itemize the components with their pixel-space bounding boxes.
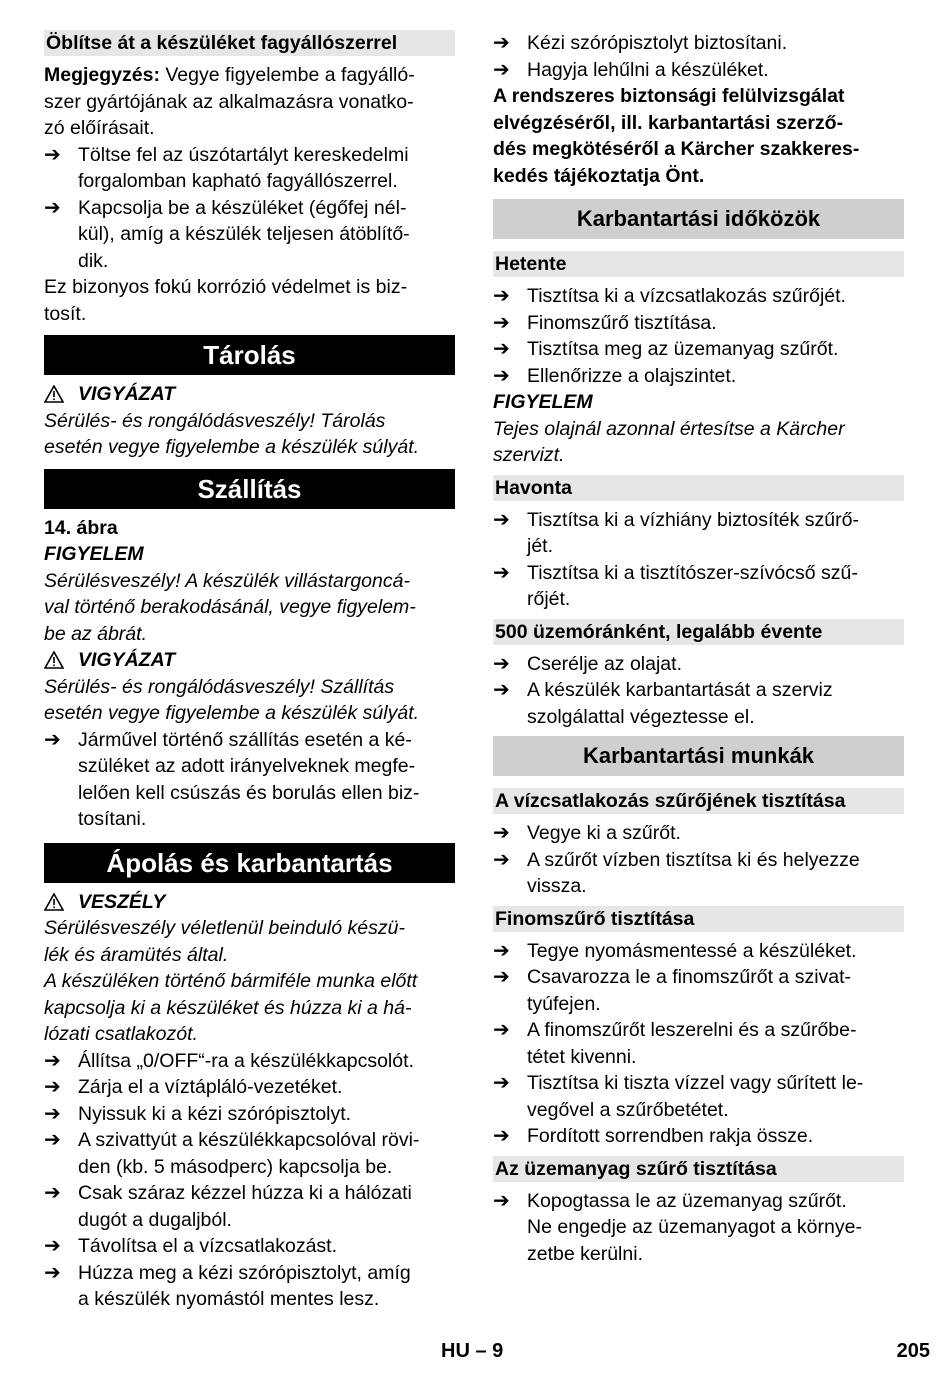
- rinse-bullet-list: [44, 142, 455, 275]
- arrow-right-icon: ➔: [44, 1182, 61, 1204]
- text-line: kapcsolja ki a készüléket és húzza ki a há-: [44, 996, 412, 1019]
- bullet-text: [78, 142, 455, 195]
- text-line: elvégzéséről, ill. karbantartási szerző-: [493, 111, 844, 134]
- fuel-filter-bullet-list: [493, 1188, 904, 1268]
- note-line: Vegye figyelembe a fagyálló-: [159, 64, 415, 86]
- text-line: tosít.: [44, 302, 87, 325]
- bullet-text: [527, 1188, 904, 1268]
- bullet-item: [493, 820, 904, 847]
- text-line: Zárja el a víztápláló-vezetéket.: [78, 1076, 343, 1098]
- weekly-notice-text: [493, 416, 904, 469]
- text-line: A rendszeres biztonsági felülvizsgálat: [493, 85, 845, 107]
- care-bullet-list: [44, 1048, 455, 1313]
- text-line: forgalomban kapható fagyállószerrel.: [78, 170, 398, 192]
- text-line: szüléket az adott irányelveknek megfe-: [78, 755, 416, 777]
- text-line: Tisztítsa ki a tisztítószer-szívócső szű-: [527, 561, 858, 584]
- text-line: Sérülés- és rongálódásveszély! Szállítás: [44, 675, 395, 698]
- bullet-item: [493, 336, 904, 363]
- arrow-right-icon: ➔: [493, 1019, 510, 1041]
- section-title-works: Karbantartási munkák: [493, 736, 904, 776]
- bullet-text: [78, 1260, 455, 1313]
- text-line: A szűrőt vízben tisztítsa ki és helyezze: [527, 848, 860, 871]
- bullet-text: [527, 938, 904, 965]
- bullet-item: [493, 1123, 904, 1150]
- text-line: Csavarozza le a finomszűrőt a szivat-: [527, 966, 852, 988]
- arrow-right-icon: ➔: [44, 1235, 61, 1257]
- text-line: Cserélje az olajat.: [527, 652, 682, 675]
- monthly-bullet-list: [493, 507, 904, 613]
- bullet-item: [493, 507, 904, 560]
- bullet-text: [78, 195, 455, 275]
- arrow-right-icon: ➔: [493, 966, 510, 988]
- bullet-item: [44, 1101, 455, 1128]
- text-line: Húzza meg a kézi szórópisztolyt, amíg: [78, 1261, 411, 1284]
- care-danger-text: [44, 915, 455, 1048]
- danger-label: VESZÉLY: [78, 890, 166, 913]
- text-line: Ez bizonyos fokú korrózió védelmet is biz-: [44, 276, 408, 298]
- note-paragraph: [44, 62, 455, 142]
- section-heading-rinse: Öblítse át a készüléket fagyállószerrel: [44, 30, 455, 56]
- transport-bullet-list: [44, 727, 455, 833]
- bullet-item: [44, 142, 455, 195]
- bullet-item: [493, 677, 904, 730]
- bullet-text: [78, 1074, 455, 1101]
- bullet-text: [78, 1127, 455, 1180]
- text-line: Sérülésveszély! A készülék villástargoncá-: [44, 569, 410, 592]
- warning-triangle-icon: [44, 893, 64, 911]
- top-bullet-list: [493, 30, 904, 83]
- bullet-item: [493, 57, 904, 84]
- bullet-text: [527, 1017, 904, 1070]
- text-line: den (kb. 5 másodperc) kapcsolja be.: [78, 1155, 393, 1178]
- text-line: Kézi szórópisztolyt biztosítani.: [527, 32, 788, 54]
- warning-danger: [44, 889, 455, 916]
- bullet-text: [527, 1123, 904, 1150]
- bullet-text: [527, 363, 904, 390]
- arrow-right-icon: ➔: [493, 338, 510, 360]
- text-line: val történő berakodásánál, vegye figyelem-: [44, 596, 416, 618]
- text-line: A szivattyút a készülékkapcsolóval rövi-: [78, 1129, 420, 1151]
- arrow-right-icon: ➔: [44, 1049, 61, 1072]
- arrow-right-icon: ➔: [44, 196, 61, 219]
- bullet-text: [527, 30, 904, 57]
- text-line: tosítani.: [78, 808, 147, 830]
- text-line: a készülék nyomástól mentes lesz.: [78, 1288, 380, 1310]
- bullet-item: [44, 195, 455, 275]
- text-line: lelően kell csúszás és borulás ellen biz-: [78, 781, 420, 804]
- text-line: Sérülés- és rongálódásveszély! Tárolás: [44, 409, 386, 432]
- text-line: dik.: [78, 249, 109, 272]
- bullet-item: [44, 1048, 455, 1075]
- text-line: Tisztítsa meg az üzemanyag szűrőt.: [527, 338, 839, 360]
- right-column: [493, 30, 904, 1267]
- arrow-right-icon: ➔: [493, 1072, 510, 1094]
- arrow-right-icon: ➔: [44, 728, 61, 751]
- text-line: dugót a dugaljból.: [78, 1208, 232, 1231]
- text-line: tétet kivenni.: [527, 1045, 637, 1068]
- text-line: Ellenőrizze a olajszintet.: [527, 364, 737, 387]
- bullet-item: [493, 651, 904, 678]
- bullet-text: [78, 1101, 455, 1128]
- text-line: Fordított sorrendben rakja össze.: [527, 1125, 814, 1147]
- text-line: esetén vegye figyelembe a készülék súlyát.: [44, 436, 420, 458]
- note-label: Megjegyzés:: [44, 64, 160, 86]
- text-line: Hagyja lehűlni a készüléket.: [527, 58, 769, 81]
- water-filter-bullet-list: [493, 820, 904, 900]
- section-title-care: Ápolás és karbantartás: [44, 843, 455, 883]
- text-line: A készülék karbantartását a szerviz: [527, 679, 833, 701]
- text-line: Sérülésveszély véletlenül beinduló készü-: [44, 917, 405, 939]
- text-line: szolgálattal végeztesse el.: [527, 705, 755, 728]
- bullet-item: [493, 1188, 904, 1268]
- text-line: Tisztítsa ki a vízhiány biztosíték szűrő-: [527, 508, 859, 531]
- text-line: Tisztítsa ki a vízcsatlakozás szűrőjét.: [527, 285, 846, 307]
- bullet-text: [78, 1048, 455, 1075]
- text-line: Járművel történő szállítás esetén a ké-: [78, 728, 412, 751]
- inspection-paragraph: [493, 83, 904, 189]
- bullet-item: [493, 283, 904, 310]
- text-line: tyúfejen.: [527, 992, 601, 1015]
- bullet-text: [527, 283, 904, 310]
- weekly-bullet-list: [493, 283, 904, 389]
- arrow-right-icon: ➔: [44, 1129, 61, 1151]
- warning-triangle-icon: [44, 385, 64, 403]
- bullet-text: [527, 507, 904, 560]
- text-line: A finomszűrőt leszerelni és a szűrőbe-: [527, 1019, 857, 1041]
- text-line: kül), amíg a készülék teljesen átöblítő-: [78, 223, 410, 245]
- bullet-item: [44, 1127, 455, 1180]
- note-line: zó előírásait.: [44, 117, 155, 139]
- warning-triangle-icon: [44, 651, 64, 669]
- transport-warning-text: [44, 674, 455, 727]
- text-line: Vegye ki a szűrőt.: [527, 822, 681, 844]
- text-line: Finomszűrő tisztítása.: [527, 311, 717, 334]
- section-title-storage: Tárolás: [44, 335, 455, 375]
- bullet-item: [493, 938, 904, 965]
- text-line: dés megkötéséről a Kärcher szakkeres-: [493, 138, 860, 160]
- subheading-500h: 500 üzemóránként, legalább évente: [493, 619, 904, 645]
- bullet-text: [78, 1180, 455, 1233]
- arrow-right-icon: ➔: [493, 58, 510, 81]
- text-line: rőjét.: [527, 588, 571, 610]
- text-line: be az ábrát.: [44, 622, 147, 645]
- note-line: szer gyártójának az alkalmazásra vonatko-: [44, 90, 414, 113]
- bullet-item: [493, 847, 904, 900]
- arrow-right-icon: ➔: [44, 1102, 61, 1125]
- text-line: Tisztítsa ki tiszta vízzel vagy sűrített le-: [527, 1072, 864, 1094]
- arrow-right-icon: ➔: [493, 652, 510, 675]
- text-line: Töltse fel az úszótartályt kereskedelmi: [78, 143, 409, 166]
- text-line: vegővel a szűrőbetétet.: [527, 1098, 729, 1121]
- text-line: A készüléken történő bármiféle munka előtt: [44, 970, 418, 992]
- arrow-right-icon: ➔: [493, 364, 510, 387]
- text-line: Kopogtassa le az üzemanyag szűrőt.: [527, 1189, 847, 1212]
- bullet-item: [493, 30, 904, 57]
- bullet-text: [527, 847, 904, 900]
- bullet-text: [527, 651, 904, 678]
- page-footer: [0, 1338, 950, 1368]
- bullet-item: [44, 1180, 455, 1233]
- subheading-fuel-filter: Az üzemanyag szűrő tisztítása: [493, 1156, 904, 1182]
- subheading-monthly: Havonta: [493, 475, 904, 501]
- arrow-right-icon: ➔: [44, 1261, 61, 1284]
- arrow-right-icon: ➔: [493, 1125, 510, 1147]
- bullet-text: [527, 677, 904, 730]
- bullet-text: [527, 1070, 904, 1123]
- storage-warning-text: [44, 408, 455, 461]
- text-line: Ne engedje az üzemanyagot a környe-: [527, 1216, 862, 1238]
- arrow-right-icon: ➔: [493, 1189, 510, 1212]
- bullet-item: [493, 310, 904, 337]
- bullet-text: [78, 727, 455, 833]
- bullet-text: [527, 964, 904, 1017]
- section-title-intervals: Karbantartási időközök: [493, 199, 904, 239]
- bullet-item: [44, 1260, 455, 1313]
- figure-reference: 14. ábra: [44, 516, 118, 539]
- bullet-item: [493, 964, 904, 1017]
- rinse-after-text: [44, 274, 455, 327]
- arrow-right-icon: ➔: [44, 143, 61, 166]
- warning-caution: [44, 381, 455, 408]
- arrow-right-icon: ➔: [493, 561, 510, 584]
- bullet-text: [527, 560, 904, 613]
- text-line: vissza.: [527, 875, 587, 897]
- arrow-right-icon: ➔: [493, 32, 510, 54]
- section-page-label: HU – 9: [441, 1340, 504, 1362]
- text-line: kedés tájékoztatja Önt.: [493, 164, 705, 187]
- warning-caution: [44, 647, 455, 674]
- arrow-right-icon: ➔: [44, 1076, 61, 1098]
- page-number: 205: [896, 1340, 930, 1362]
- bullet-text: [527, 57, 904, 84]
- bullet-text: [78, 1233, 455, 1260]
- text-line: Kapcsolja be a készüléket (égőfej nél-: [78, 196, 407, 219]
- text-line: lózati csatlakozót.: [44, 1023, 198, 1045]
- bullet-item: [493, 363, 904, 390]
- left-column: [44, 30, 455, 1313]
- bullet-text: [527, 310, 904, 337]
- bullet-text: [527, 336, 904, 363]
- text-line: Távolítsa el a vízcsatlakozást.: [78, 1235, 338, 1257]
- bullet-item: [493, 1017, 904, 1070]
- text-line: esetén vegye figyelembe a készülék súlyát.: [44, 702, 420, 724]
- subheading-water-filter: A vízcsatlakozás szűrőjének tisztítása: [493, 788, 904, 814]
- text-line: jét.: [527, 535, 554, 557]
- notice-label: FIGYELEM: [493, 391, 593, 413]
- arrow-right-icon: ➔: [493, 848, 510, 871]
- h500-bullet-list: [493, 651, 904, 731]
- fine-filter-bullet-list: [493, 938, 904, 1150]
- transport-notice-text: [44, 568, 455, 648]
- subheading-weekly: Hetente: [493, 251, 904, 277]
- arrow-right-icon: ➔: [493, 939, 510, 962]
- bullet-item: [44, 1074, 455, 1101]
- text-line: szervizt.: [493, 444, 565, 466]
- bullet-item: [44, 727, 455, 833]
- text-line: Tegye nyomásmentessé a készüléket.: [527, 939, 857, 962]
- section-title-transport: Szállítás: [44, 469, 455, 509]
- text-line: Nyissuk ki a kézi szórópisztolyt.: [78, 1102, 352, 1125]
- arrow-right-icon: ➔: [493, 822, 510, 844]
- notice-label: FIGYELEM: [44, 543, 144, 565]
- text-line: Tejes olajnál azonnal értesítse a Kärcher: [493, 417, 845, 440]
- bullet-item: [493, 1070, 904, 1123]
- text-line: lék és áramütés által.: [44, 943, 229, 966]
- arrow-right-icon: ➔: [493, 285, 510, 307]
- bullet-item: [44, 1233, 455, 1260]
- arrow-right-icon: ➔: [493, 311, 510, 334]
- bullet-text: [527, 820, 904, 847]
- warning-label: VIGYÁZAT: [78, 649, 176, 671]
- text-line: Csak száraz kézzel húzza ki a hálózati: [78, 1182, 412, 1204]
- warning-label: VIGYÁZAT: [78, 383, 176, 405]
- arrow-right-icon: ➔: [493, 679, 510, 701]
- bullet-item: [493, 560, 904, 613]
- subheading-fine-filter: Finomszűrő tisztítása: [493, 906, 904, 932]
- text-line: zetbe kerülni.: [527, 1242, 643, 1265]
- text-line: Állítsa „0/OFF“-ra a készülékkapcsolót.: [78, 1049, 414, 1072]
- arrow-right-icon: ➔: [493, 508, 510, 531]
